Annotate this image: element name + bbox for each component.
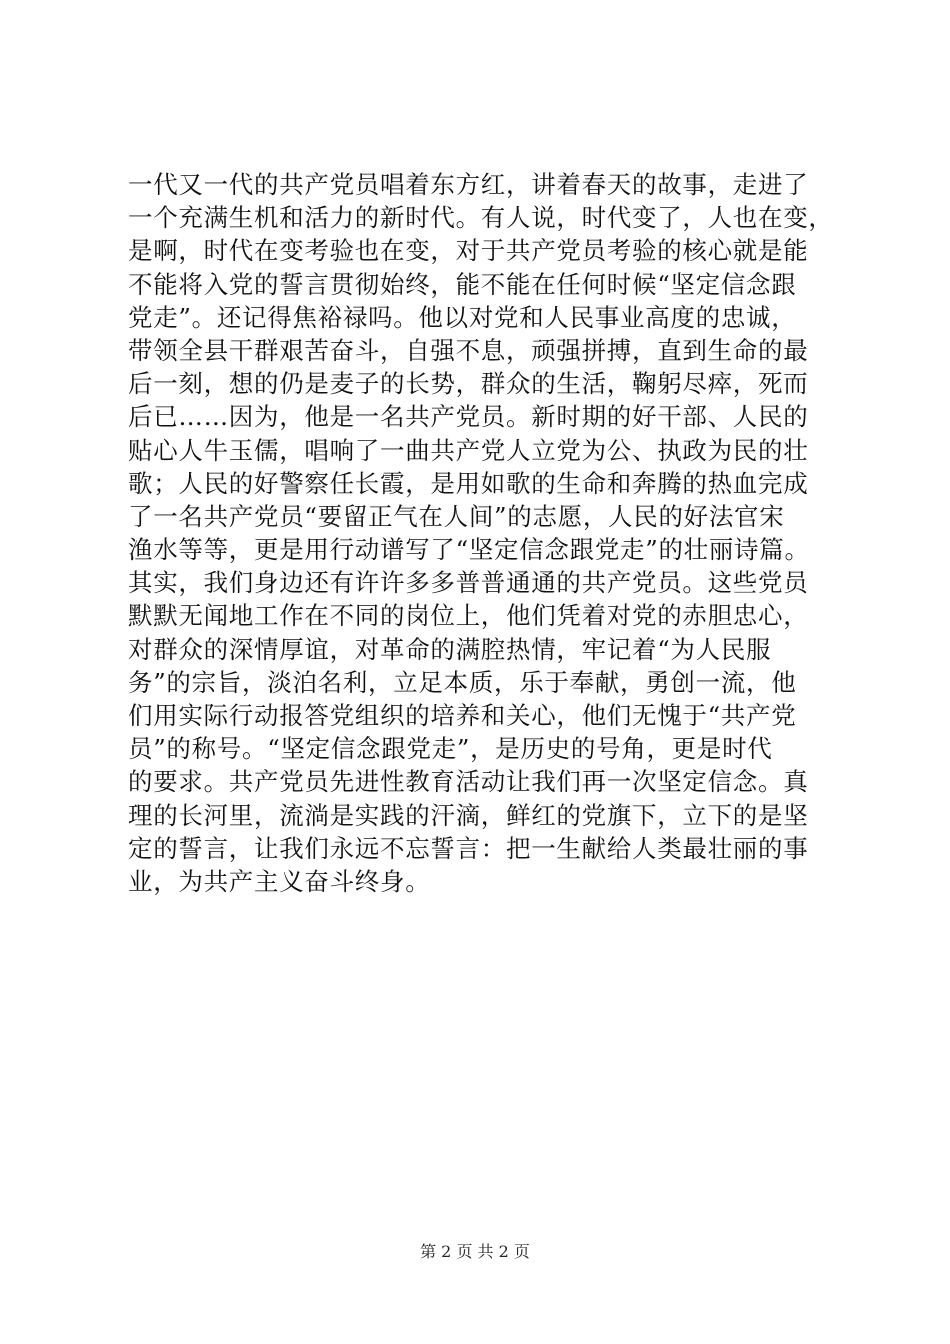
text-line: 的要求。共产党员先进性教育活动让我们再一次坚定信念。真 <box>128 767 809 797</box>
text-line: 党走”。还记得焦裕禄吗。他以对党和人民事业高度的忠诚， <box>128 302 797 332</box>
text-line: 不能将入党的誓言贯彻始终，能不能在任何时候“坚定信念跟 <box>128 269 797 299</box>
text-line: 定的誓言，让我们永远不忘誓言：把一生献给人类最壮丽的事 <box>128 833 809 863</box>
page-number-label: 第 2 页 共 2 页 <box>420 1242 530 1261</box>
text-line: 带领全县干群艰苦奋斗，自强不息，顽强拼搏，直到生命的最 <box>128 335 809 365</box>
text-line: 一代又一代的共产党员唱着东方红，讲着春天的故事，走进了 <box>128 170 809 199</box>
text-line: 员”的称号。“坚定信念跟党走”，是历史的号角，更是时代 <box>128 734 773 764</box>
text-line: 是啊，时代在变考验也在变，对于共产党员考验的核心就是能 <box>128 236 809 266</box>
text-line: 后已……因为，他是一名共产党员。新时期的好干部、人民的 <box>128 402 809 432</box>
text-line: 贴心人牛玉儒，唱响了一曲共产党人立党为公、执政为民的壮 <box>128 435 809 465</box>
text-line: 业，为共产主义奋斗终身。 <box>128 866 431 896</box>
text-line: 理的长河里，流淌是实践的汗滴，鲜红的党旗下，立下的是坚 <box>128 800 809 830</box>
text-line: 默默无闻地工作在不同的岗位上，他们凭着对党的赤胆忠心， <box>128 601 809 631</box>
text-line: 歌；人民的好警察任长霞，是用如歌的生命和奔腾的热血完成 <box>128 468 809 498</box>
text-line: 一个充满生机和活力的新时代。有人说，时代变了，人也在变， <box>128 203 834 233</box>
text-line: 后一刻，想的仍是麦子的长势，群众的生活，鞠躬尽瘁，死而 <box>128 369 809 399</box>
text-line: 了一名共产党员“要留正气在人间”的志愿，人民的好法官宋 <box>128 501 785 531</box>
text-line: 其实，我们身边还有许许多多普普通通的共产党员。这些党员 <box>128 568 809 598</box>
page-footer <box>0 1242 950 1262</box>
text-line: 渔水等等，更是用行动谱写了“坚定信念跟党走”的壮丽诗篇。 <box>128 535 810 565</box>
text-line: 们用实际行动报答党组织的培养和关心，他们无愧于“共产党 <box>128 701 797 730</box>
text-line: 务”的宗旨，淡泊名利，立足本质，乐于奉献，勇创一流，他 <box>128 667 797 697</box>
body-paragraph <box>128 168 838 898</box>
text-line: 对群众的深情厚谊，对革命的满腔热情，牢记着“为人民服 <box>128 634 772 664</box>
